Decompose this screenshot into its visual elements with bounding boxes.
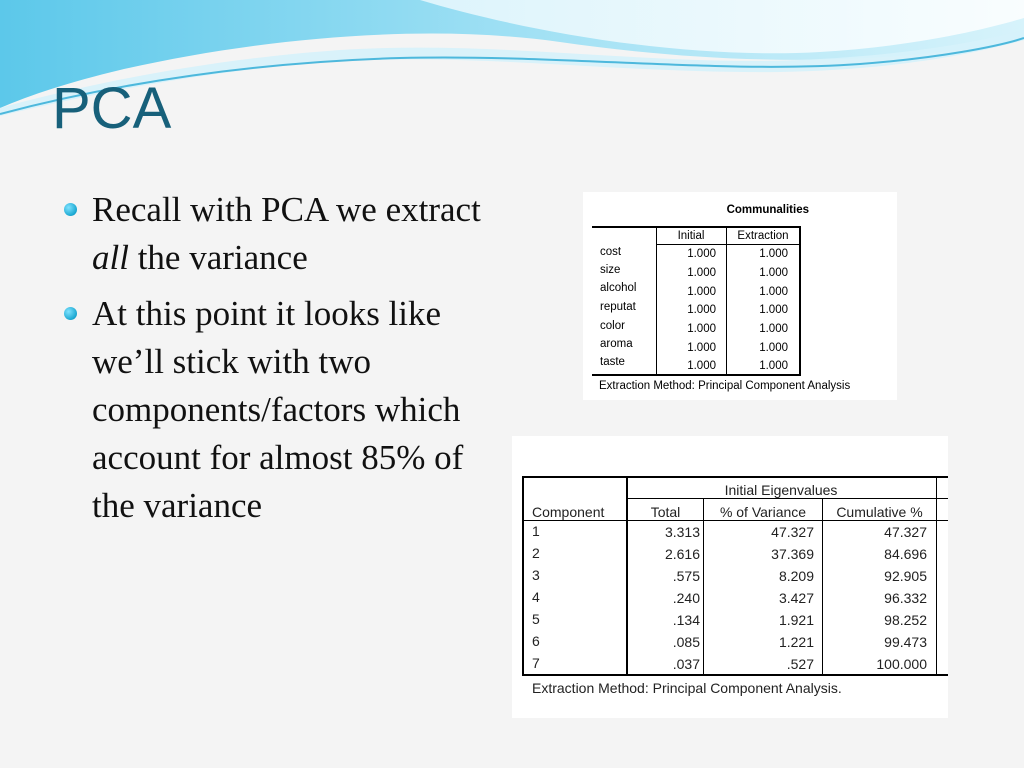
cell-initial: 1.000 [687,360,716,372]
row-label: alcohol [600,282,637,294]
cell-pct: 47.327 [771,524,814,540]
col-header-extraction: Extraction [737,230,789,242]
cell-initial: 1.000 [687,248,716,260]
cell-cum: 98.252 [884,612,927,628]
col-header-pct-variance: % of Variance [719,504,807,520]
cell-cum: 99.473 [884,634,927,650]
cell-component: 1 [532,523,540,539]
cell-cum: 84.696 [884,546,927,562]
row-label: size [600,264,621,276]
cell-total: .575 [672,568,700,584]
cell-total: .037 [672,656,700,672]
bullet-item [62,290,502,530]
cell-extraction: 1.000 [759,323,788,335]
cell-component: 3 [532,567,540,583]
col-header-initial: Initial [677,230,705,242]
cell-total: 2.616 [664,546,700,562]
cell-extraction: 1.000 [759,248,788,260]
cell-extraction: 1.000 [759,286,788,298]
cell-initial: 1.000 [687,267,716,279]
cell-cum: 96.332 [884,590,927,606]
bullet-text: Recall with PCA we extract all the variance [92,190,481,277]
cell-total: .134 [672,612,700,628]
cell-cum: 100.000 [876,656,927,672]
cell-pct: .527 [786,656,814,672]
cell-component: 7 [532,655,540,671]
cell-pct: 8.209 [778,568,814,584]
bullet-dot-icon [64,307,77,320]
row-label: aroma [600,338,633,350]
cell-initial: 1.000 [687,323,716,335]
communalities-grid [592,226,800,376]
cell-extraction: 1.000 [759,304,788,316]
cell-pct: 37.369 [771,546,814,562]
communalities-table [583,192,897,400]
row-label: taste [600,356,625,368]
cell-extraction: 1.000 [759,360,788,372]
cell-component: 4 [532,589,540,605]
eigenvalues-table [512,436,948,718]
cell-pct: 1.921 [778,612,814,628]
cell-initial: 1.000 [687,342,716,354]
communalities-footnote: Extraction Method: Principal Component Analysis [599,380,851,392]
bullet-list [62,186,502,538]
cell-initial: 1.000 [687,304,716,316]
cell-total: .085 [672,634,700,650]
col-header-component: Component [532,504,605,520]
bullet-dot-icon [64,203,77,216]
cell-initial: 1.000 [687,286,716,298]
cell-component: 6 [532,633,540,649]
col-header-cumulative: Cumulative % [836,504,923,520]
cell-total: 3.313 [664,524,700,540]
cell-pct: 1.221 [778,634,814,650]
communalities-title: Communalities [726,204,809,216]
col-header-total: Total [650,504,681,520]
bullet-item [62,186,502,282]
cell-cum: 92.905 [884,568,927,584]
group-header-initial-eigenvalues: Initial Eigenvalues [724,482,838,498]
cell-component: 5 [532,611,540,627]
cell-extraction: 1.000 [759,267,788,279]
row-label: color [600,320,625,332]
slide-title: PCA [52,76,172,141]
bullet-text: At this point it looks like we’ll stick with two components/factors which account for almost 85% of the variance [92,294,464,525]
cell-extraction: 1.000 [759,342,788,354]
cell-component: 2 [532,545,540,561]
cell-pct: 3.427 [778,590,814,606]
eigenvalues-footnote: Extraction Method: Principal Component Analysis. [532,680,842,696]
row-label: reputat [600,301,636,313]
row-label: cost [600,246,622,258]
cell-cum: 47.327 [884,524,927,540]
cell-total: .240 [672,590,700,606]
